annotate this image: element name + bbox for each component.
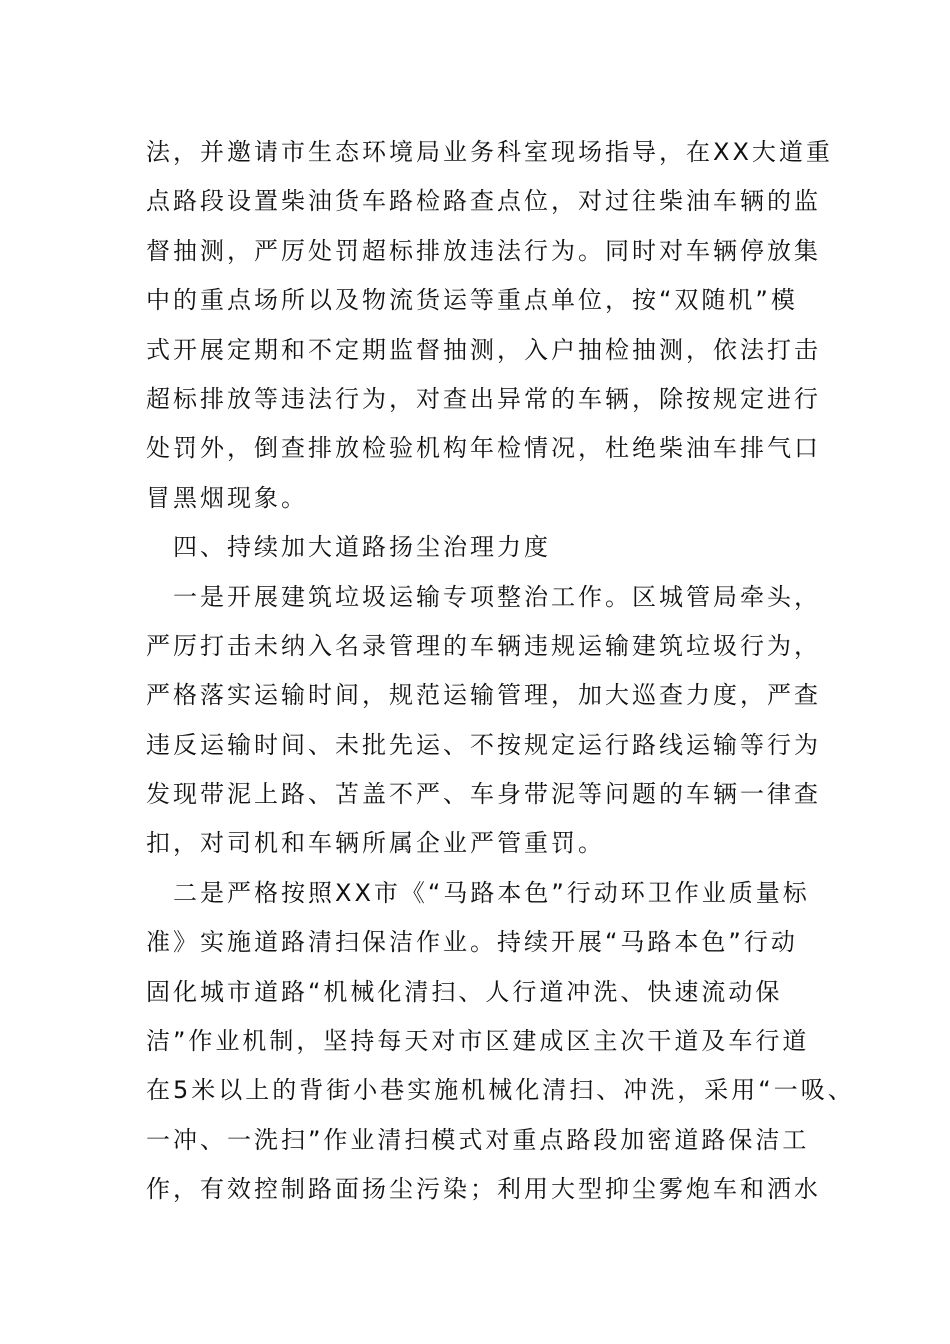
text-line: 违反运输时间、未批先运、不按规定运行路线运输等行为 <box>146 730 821 759</box>
text-line: 处罚外，倒查排放检验机构年检情况，杜绝柴油车排气口 <box>146 434 821 463</box>
text-line: 准》实施道路清扫保洁作业。持续开展“马路本色”行动 <box>146 928 798 957</box>
text-line: 式开展定期和不定期监督抽测，入户抽检抽测，依法打击 <box>146 335 821 364</box>
text-line: 扣，对司机和车辆所属企业严管重罚。 <box>146 829 605 858</box>
text-line: 法，并邀请市生态环境局业务科室现场指导，在XX大道重 <box>146 138 833 166</box>
text-line: 发现带泥上路、苫盖不严、车身带泥等问题的车辆一律查 <box>146 780 821 809</box>
text-line: 冒黑烟现象。 <box>146 483 308 512</box>
text-line: 严厉打击未纳入名录管理的车辆违规运输建筑垃圾行为， <box>146 631 821 660</box>
text-line: 严格落实运输时间，规范运输管理，加大巡查力度，严查 <box>146 681 821 710</box>
text-line: 中的重点场所以及物流货运等重点单位，按“双随机”模 <box>146 286 798 315</box>
document-body <box>146 128 855 1215</box>
text-line: 在5米以上的背街小巷实施机械化清扫、冲洗，采用“一吸、 <box>146 1076 855 1105</box>
section-heading: 四、持续加大道路扬尘治理力度 <box>146 533 551 562</box>
text-line: 超标排放等违法行为，对查出异常的车辆，除按规定进行 <box>146 384 821 413</box>
text-line: 一冲、一洗扫”作业清扫模式对重点路段加密道路保洁工 <box>146 1125 810 1154</box>
text-line: 督抽测，严厉处罚超标排放违法行为。同时对车辆停放集 <box>146 236 821 265</box>
text-line: 二是严格按照XX市《“马路本色”行动环卫作业质量标 <box>146 878 810 907</box>
text-line: 点路段设置柴油货车路检路查点位，对过往柴油车辆的监 <box>146 187 821 216</box>
text-line: 一是开展建筑垃圾运输专项整治工作。区城管局牵头， <box>146 582 821 611</box>
text-line: 洁”作业机制，坚持每天对市区建成区主次干道及车行道 <box>146 1027 810 1056</box>
text-line: 作，有效控制路面扬尘污染；利用大型抑尘雾炮车和洒水 <box>146 1175 821 1204</box>
text-line: 固化城市道路“机械化清扫、人行道冲洗、快速流动保 <box>146 977 783 1006</box>
